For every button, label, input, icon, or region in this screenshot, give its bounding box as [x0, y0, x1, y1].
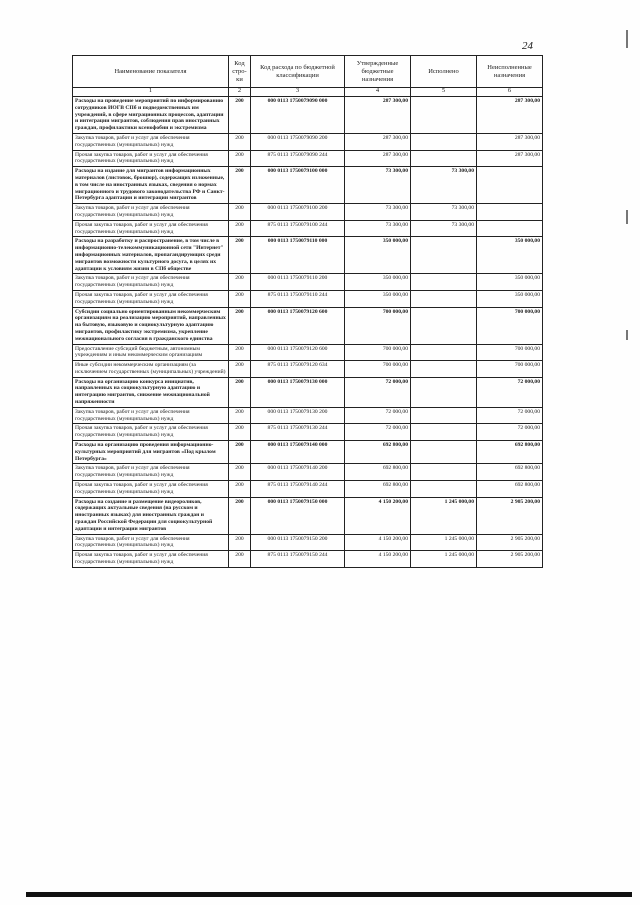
- row-executed: [411, 97, 477, 134]
- row-unexecuted: 72 000,00: [477, 377, 543, 407]
- row-code: 200: [229, 150, 251, 167]
- column-index: 6: [477, 88, 543, 97]
- row-executed: [411, 237, 477, 274]
- row-unexecuted: 2 905 200,00: [477, 534, 543, 551]
- column-index: 4: [345, 88, 411, 97]
- row-name: Расходы на организацию проведения информационно-культурных мероприятий для мигрантов «Под крылом Петербурга»: [73, 441, 229, 464]
- row-name: Предоставление субсидий бюджетным, автономным учреждениям и иным некоммерческим организациям: [73, 344, 229, 361]
- table-row: [73, 220, 543, 237]
- row-name: Прочая закупка товаров, работ и услуг для обеспечения государственных (муниципальных) нужд: [73, 424, 229, 441]
- row-unexecuted: [477, 167, 543, 204]
- row-approved: 72 000,00: [345, 424, 411, 441]
- column-index: 5: [411, 88, 477, 97]
- row-executed: 73 300,00: [411, 204, 477, 221]
- row-kbk: 000 0113 1750079100 000: [251, 167, 345, 204]
- row-kbk: 000 0113 1750079140 000: [251, 441, 345, 464]
- table-row: [73, 497, 543, 534]
- row-name: Закупка товаров, работ и услуг для обеспечения государственных (муниципальных) нужд: [73, 204, 229, 221]
- header-executed: Исполнено: [411, 56, 477, 88]
- row-name: Расходы на проведение мероприятий по информированию сотрудников ИОГВ СПб и подведомственных им учреждений, в сфере миграционных процессов, адаптации и интеграции мигрантов, соблюдения прав иностранных граждан, профилактики ксенофобии и экстремизма: [73, 97, 229, 134]
- row-code: 200: [229, 167, 251, 204]
- row-unexecuted: 72 000,00: [477, 407, 543, 424]
- row-executed: [411, 377, 477, 407]
- table-row: [73, 424, 543, 441]
- table-row: [73, 441, 543, 464]
- row-name: Расходы на разработку и распространение, в том числе в информационно-телекоммуникационной сети "Интернет" информационных материалов, пропагандирующих среди мигрантов возможности культурного досуга, в целях их адаптации к условиям жизни в СПб обществе: [73, 237, 229, 274]
- table-row: [73, 377, 543, 407]
- row-unexecuted: 287 300,00: [477, 97, 543, 134]
- table-row: [73, 344, 543, 361]
- table-row: [73, 464, 543, 481]
- column-index: 3: [251, 88, 345, 97]
- header-name: Наименование показателя: [73, 56, 229, 88]
- row-name: Закупка товаров, работ и услуг для обеспечения государственных (муниципальных) нужд: [73, 274, 229, 291]
- row-name: Прочая закупка товаров, работ и услуг для обеспечения государственных (муниципальных) нужд: [73, 150, 229, 167]
- header-code: Код стро-ки: [229, 56, 251, 88]
- scan-bottom-edge: [26, 892, 632, 897]
- row-unexecuted: 350 000,00: [477, 290, 543, 307]
- row-unexecuted: 2 905 200,00: [477, 551, 543, 568]
- table-row: [73, 407, 543, 424]
- row-kbk: 875 0113 1750079150 244: [251, 551, 345, 568]
- header-unexecuted: Неисполненные назначения: [477, 56, 543, 88]
- row-code: 200: [229, 133, 251, 150]
- page-number: 24: [522, 40, 533, 52]
- row-unexecuted: [477, 220, 543, 237]
- row-approved: 350 000,00: [345, 237, 411, 274]
- row-kbk: 000 0113 1750079110 200: [251, 274, 345, 291]
- row-code: 200: [229, 551, 251, 568]
- row-approved: 350 000,00: [345, 274, 411, 291]
- row-approved: 287 300,00: [345, 150, 411, 167]
- row-executed: [411, 481, 477, 498]
- table-header-row: [73, 56, 543, 88]
- column-index: 2: [229, 88, 251, 97]
- row-executed: [411, 361, 477, 378]
- row-code: 200: [229, 307, 251, 344]
- row-approved: 350 000,00: [345, 290, 411, 307]
- row-kbk: 875 0113 1750079120 634: [251, 361, 345, 378]
- row-kbk: 000 0113 1750079090 000: [251, 97, 345, 134]
- row-code: 200: [229, 424, 251, 441]
- row-code: 200: [229, 237, 251, 274]
- row-unexecuted: 350 000,00: [477, 274, 543, 291]
- row-code: 200: [229, 204, 251, 221]
- row-approved: 692 800,00: [345, 441, 411, 464]
- header-kbk: Код расхода по бюджетной классификации: [251, 56, 345, 88]
- row-kbk: 000 0113 1750079150 200: [251, 534, 345, 551]
- row-kbk: 875 0113 1750079100 244: [251, 220, 345, 237]
- table-row: [73, 133, 543, 150]
- row-kbk: 875 0113 1750079110 244: [251, 290, 345, 307]
- row-code: 200: [229, 464, 251, 481]
- margin-mark: [626, 210, 628, 224]
- row-approved: 72 000,00: [345, 407, 411, 424]
- row-unexecuted: 287 300,00: [477, 133, 543, 150]
- table-row: [73, 290, 543, 307]
- table-row: [73, 307, 543, 344]
- row-approved: 700 000,00: [345, 361, 411, 378]
- row-code: 200: [229, 97, 251, 134]
- table-row: [73, 167, 543, 204]
- row-kbk: 875 0113 1750079140 244: [251, 481, 345, 498]
- row-unexecuted: 692 800,00: [477, 441, 543, 464]
- row-kbk: 000 0113 1750079120 600: [251, 307, 345, 344]
- row-executed: [411, 274, 477, 291]
- row-name: Прочая закупка товаров, работ и услуг для обеспечения государственных (муниципальных) нужд: [73, 220, 229, 237]
- row-code: 200: [229, 407, 251, 424]
- table-row: [73, 534, 543, 551]
- header-approved: Утвержденные бюджетные назначения: [345, 56, 411, 88]
- row-executed: [411, 290, 477, 307]
- row-approved: 73 300,00: [345, 204, 411, 221]
- row-unexecuted: 692 800,00: [477, 481, 543, 498]
- row-approved: 4 150 200,00: [345, 551, 411, 568]
- row-kbk: 000 0113 1750079100 200: [251, 204, 345, 221]
- row-approved: 72 000,00: [345, 377, 411, 407]
- row-code: 200: [229, 441, 251, 464]
- row-approved: 692 800,00: [345, 481, 411, 498]
- row-name: Расходы на издание для мигрантов информационных материалов (листовок, брошюр), содержащих изложенные, в том числе на иностранных языках, сведения о нормах миграционного и трудового законодательства РФ и Санкт-Петербурга адаптации и интеграции мигрантов: [73, 167, 229, 204]
- margin-mark: [626, 330, 628, 340]
- row-kbk: 875 0113 1750079130 244: [251, 424, 345, 441]
- table-row: [73, 204, 543, 221]
- row-unexecuted: 72 000,00: [477, 424, 543, 441]
- row-name: Прочая закупка товаров, работ и услуг для обеспечения государственных (муниципальных) нужд: [73, 551, 229, 568]
- row-code: 200: [229, 481, 251, 498]
- row-kbk: 875 0113 1750079090 244: [251, 150, 345, 167]
- row-approved: 287 300,00: [345, 97, 411, 134]
- row-name: Закупка товаров, работ и услуг для обеспечения государственных (муниципальных) нужд: [73, 407, 229, 424]
- row-executed: 73 300,00: [411, 167, 477, 204]
- row-unexecuted: 2 905 200,00: [477, 497, 543, 534]
- row-executed: [411, 441, 477, 464]
- row-unexecuted: 350 000,00: [477, 237, 543, 274]
- row-executed: 1 245 000,00: [411, 551, 477, 568]
- row-approved: 287 300,00: [345, 133, 411, 150]
- row-name: Закупка товаров, работ и услуг для обеспечения государственных (муниципальных) нужд: [73, 534, 229, 551]
- row-unexecuted: 700 000,00: [477, 307, 543, 344]
- table-row: [73, 481, 543, 498]
- row-name: Прочая закупка товаров, работ и услуг для обеспечения государственных (муниципальных) нужд: [73, 290, 229, 307]
- row-name: Субсидии социально ориентированным некоммерческим организациям на реализацию мероприятий, направленных на бытовую, языковую и социокультурную адаптацию мигрантов, профилактику экстремизма, укрепление межнационального согласия в гражданского единства: [73, 307, 229, 344]
- row-approved: 700 000,00: [345, 344, 411, 361]
- row-name: Прочая закупка товаров, работ и услуг для обеспечения государственных (муниципальных) нужд: [73, 481, 229, 498]
- row-approved: 73 300,00: [345, 220, 411, 237]
- row-name: Расходы на организацию конкурса инициатив, направленных на социокультурную адаптацию и интеграцию мигрантов, снижение межнациональной напряженности: [73, 377, 229, 407]
- row-executed: [411, 424, 477, 441]
- row-executed: [411, 307, 477, 344]
- report-table: [72, 55, 543, 568]
- row-kbk: 000 0113 1750079150 000: [251, 497, 345, 534]
- table-row: [73, 274, 543, 291]
- row-name: Закупка товаров, работ и услуг для обеспечения государственных (муниципальных) нужд: [73, 133, 229, 150]
- row-kbk: 000 0113 1750079120 600: [251, 344, 345, 361]
- row-code: 200: [229, 497, 251, 534]
- row-code: 200: [229, 377, 251, 407]
- row-executed: [411, 344, 477, 361]
- row-approved: 4 150 200,00: [345, 497, 411, 534]
- row-unexecuted: 287 300,00: [477, 150, 543, 167]
- column-index-row: [73, 88, 543, 97]
- row-executed: [411, 407, 477, 424]
- table-row: [73, 150, 543, 167]
- row-kbk: 000 0113 1750079140 200: [251, 464, 345, 481]
- row-executed: 73 300,00: [411, 220, 477, 237]
- row-unexecuted: [477, 204, 543, 221]
- row-name: Закупка товаров, работ и услуг для обеспечения государственных (муниципальных) нужд: [73, 464, 229, 481]
- row-approved: 73 300,00: [345, 167, 411, 204]
- row-executed: [411, 150, 477, 167]
- margin-mark: [626, 30, 628, 48]
- column-index: 1: [73, 88, 229, 97]
- row-approved: 700 000,00: [345, 307, 411, 344]
- row-approved: 4 150 200,00: [345, 534, 411, 551]
- row-kbk: 000 0113 1750079090 200: [251, 133, 345, 150]
- row-code: 200: [229, 344, 251, 361]
- row-unexecuted: 692 800,00: [477, 464, 543, 481]
- row-code: 200: [229, 290, 251, 307]
- row-kbk: 000 0113 1750079130 200: [251, 407, 345, 424]
- row-executed: [411, 133, 477, 150]
- row-name: Иные субсидии некоммерческим организациям (за исключением государственных (муниципальных) учреждений): [73, 361, 229, 378]
- row-executed: 1 245 000,00: [411, 497, 477, 534]
- row-code: 200: [229, 220, 251, 237]
- table-row: [73, 361, 543, 378]
- row-code: 200: [229, 361, 251, 378]
- table-row: [73, 97, 543, 134]
- table-row: [73, 237, 543, 274]
- row-code: 200: [229, 534, 251, 551]
- row-unexecuted: 700 000,00: [477, 361, 543, 378]
- row-executed: 1 245 000,00: [411, 534, 477, 551]
- row-code: 200: [229, 274, 251, 291]
- row-kbk: 000 0113 1750079110 000: [251, 237, 345, 274]
- row-executed: [411, 464, 477, 481]
- row-name: Расходы на создание и размещение видеороликов, содержащих актуальные сведения (на русском и иностранных языках) для иностранных граждан и граждан Российской Федерации для социокультурной адаптации и интеграции мигрантов: [73, 497, 229, 534]
- row-unexecuted: 700 000,00: [477, 344, 543, 361]
- row-kbk: 000 0113 1750079130 000: [251, 377, 345, 407]
- table-row: [73, 551, 543, 568]
- row-approved: 692 800,00: [345, 464, 411, 481]
